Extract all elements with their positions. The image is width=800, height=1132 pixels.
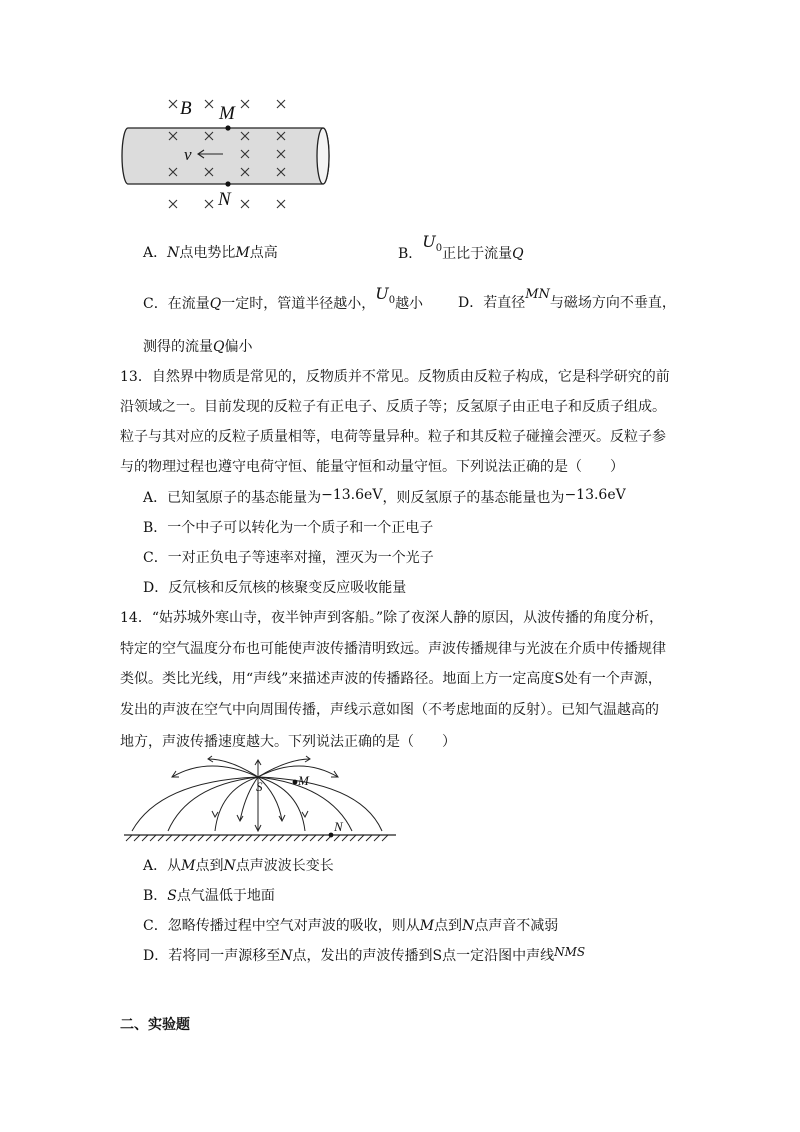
q12-option-d-line2: 测得的流量Q偏小 — [143, 339, 253, 355]
point-N-dot — [329, 833, 334, 838]
q13-stem-line4: 与的物理过程也遵守电荷守恒、能量守恒和动量守恒。下列说法正确的是（ ） — [120, 459, 624, 475]
q14-option-b: B．S点气温低于地面 — [143, 888, 275, 904]
q14-stem-line4: 发出的声波在空气中向周围传播，声线示意如图（不考虑地面的反射）。已知气温越高的 — [120, 702, 659, 718]
pipe-magnetic-field-figure — [118, 90, 348, 220]
point-M-dot — [293, 780, 298, 785]
q14-stem-line5: 地方，声波传播速度越大。下列说法正确的是（ ） — [120, 734, 456, 750]
q14-option-a: A．从M点到N点声波波长变长 — [143, 858, 334, 874]
q14-stem-line1: 14．“姑苏城外寒山寺，夜半钟声到客船。”除了夜深人静的原因，从波传播的角度分析， — [120, 610, 664, 626]
label-v: v — [184, 145, 192, 164]
q14-option-d: D．若将同一声源移至N点，发出的声波传播到S点一定沿图中声线NMS — [143, 945, 586, 964]
sound-ray-curves — [132, 759, 382, 831]
label-N: N — [218, 189, 231, 210]
ground-hatching — [126, 835, 388, 841]
q14-stem-line3: 类似。类比光线，用“声线”来描述声波的传播路径。地面上方一定高度S处有一个声源， — [120, 671, 662, 687]
section-title: 二、实验题 — [120, 1017, 190, 1033]
q13-stem-line3: 粒子与其对应的反粒子质量相等，电荷等量异种。粒子和其反粒子碰撞会湮灭。反粒子参 — [120, 429, 666, 445]
q12-option-a: A．N点电势比M点高 — [143, 245, 278, 261]
label-N: N — [334, 819, 343, 834]
q13-option-c: C．一对正负电子等速率对撞，湮灭为一个光子 — [143, 550, 434, 566]
q12-option-d: D．若直径MN与磁场方向不垂直， — [458, 287, 676, 311]
label-S: S — [256, 779, 263, 794]
q13-stem-line2: 沿领域之一。目前发现的反粒子有正电子、反质子等；反氢原子由正电子和反质子组成。 — [120, 399, 666, 415]
point-N — [225, 181, 230, 186]
label-M: M — [219, 103, 235, 124]
q12-option-b: B．$U_0$正比于流量Q — [398, 232, 524, 262]
label-B: B — [180, 98, 192, 119]
label-M: M — [298, 773, 309, 788]
q13-stem-line1: 13．自然界中物质是常见的，反物质并不常见。反物质由反粒子构成，它是科学研究的前 — [120, 369, 670, 385]
sound-rays-figure — [120, 755, 400, 845]
q12-option-c: C．在流量Q一定时，管道半径越小，$U_0$越小 — [143, 284, 424, 312]
point-M — [225, 125, 230, 130]
q13-option-a: A．已知氢原子的基态能量为−13.6eV，则反氢原子的基态能量也为−13.6eV — [143, 487, 626, 506]
q14-option-c: C．忽略传播过程中空气对声波的吸收，则从M点到N点声音不减弱 — [143, 918, 559, 934]
q13-option-b: B．一个中子可以转化为一个质子和一个正电子 — [143, 520, 434, 536]
q14-stem-line2: 特定的空气温度分布也可能使声波传播清明致远。声波传播规律与光波在介质中传播规律 — [120, 641, 666, 657]
q13-option-d: D．反氘核和反氘核的核聚变反应吸收能量 — [143, 580, 407, 596]
